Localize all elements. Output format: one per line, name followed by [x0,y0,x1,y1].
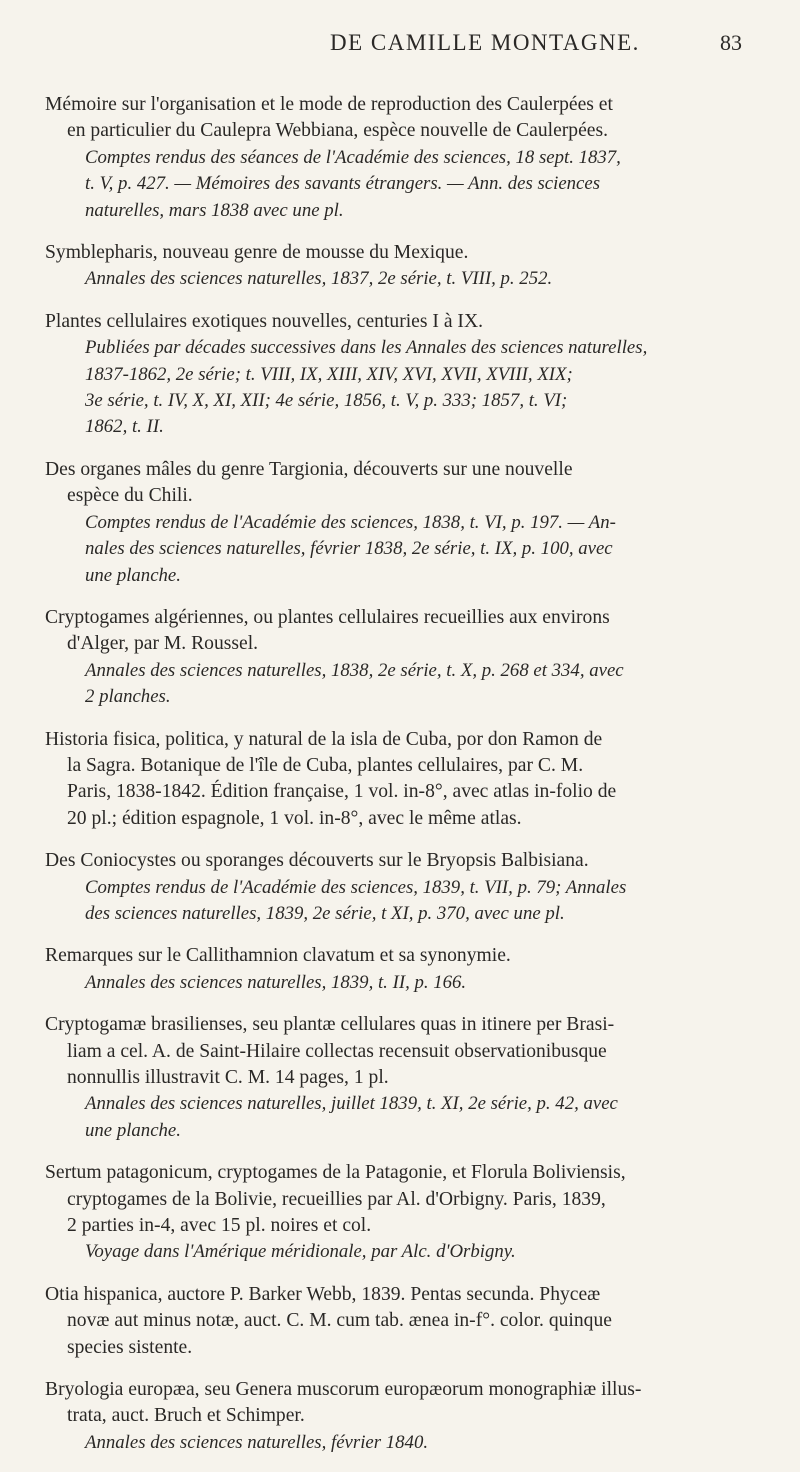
page-number: 83 [720,30,742,55]
entry-reference-line: t. V, p. 427. — Mémoires des savants étrangers. — Ann. des sciences [85,173,601,195]
entry-reference-line: Annales des sciences naturelles, 1839, t. II, p. 166. [85,971,467,993]
entry-title-line: Sertum patagonicum, cryptogames de la Patagonie, et Florula Boliviensis, [45,1162,626,1184]
entry-reference-line: 1837-1862, 2e série; t. VIII, IX, XIII, XIV, XVI, XVII, XVIII, XIX; [85,363,573,385]
entry-title-line: Historia fisica, politica, y natural de la isla de Cuba, por don Ramon de [45,728,603,750]
entry-title-line: Paris, 1838-1842. Édition française, 1 vol. in-8°, avec atlas in-folio de [67,781,617,803]
bibliography-entry [45,727,760,833]
entry-title-line: cryptogames de la Bolivie, recueillies par Al. d'Orbigny. Paris, 1839, [67,1188,606,1210]
entry-reference-line: Comptes rendus de l'Académie des sciences, 1839, t. VII, p. 79; Annales [85,876,627,898]
bibliography-entry [45,240,760,293]
entry-reference-line: Voyage dans l'Amérique méridionale, par Alc. d'Orbigny. [85,1241,516,1263]
entry-title-line: Remarques sur le Callithamnion clavatum et sa synonymie. [45,945,511,967]
entry-reference-line: Comptes rendus des séances de l'Académie des sciences, 18 sept. 1837, [85,146,621,168]
bibliography-entry [45,1282,760,1361]
entry-reference-line: Publiées par décades successives dans les Annales des sciences naturelles, [85,337,648,359]
entry-reference-line: une planche. [85,1119,181,1141]
entry-title-line: Bryologia europæa, seu Genera muscorum europæorum monographiæ illus- [45,1379,642,1401]
bibliography-entry [45,92,760,224]
entry-reference-line: une planche. [85,564,181,586]
bibliography-entry [45,605,760,711]
entry-title-line: d'Alger, par M. Roussel. [67,633,259,655]
entry-reference-line: Annales des sciences naturelles, 1837, 2e série, t. VIII, p. 252. [85,268,553,290]
entry-title-line: nonnullis illustravit C. M. 14 pages, 1 pl. [67,1067,389,1088]
entry-title-line: trata, auct. Bruch et Schimper. [67,1405,305,1427]
bibliography-entry [45,848,760,927]
entry-reference-line: Annales des sciences naturelles, juillet 1839, t. XI, 2e série, p. 42, avec [85,1093,618,1115]
entry-reference-line: Annales des sciences naturelles, février 1840. [85,1431,429,1453]
bibliography-entry [45,1377,760,1456]
entry-title-line: novæ aut minus notæ, auct. C. M. cum tab. ænea in-f°. color. quinque [67,1310,612,1332]
bibliography-entry [45,1160,760,1266]
running-title: DE CAMILLE MONTAGNE. [330,30,640,55]
entry-reference-line: Annales des sciences naturelles, 1838, 2e série, t. X, p. 268 et 334, avec [85,659,624,681]
entry-title-line: 2 parties in-4, avec 15 pl. noires et col. [67,1215,372,1237]
entry-reference-line: Comptes rendus de l'Académie des sciences, 1838, t. VI, p. 197. — An- [85,511,616,533]
bibliography-entry [45,1012,760,1144]
bibliography-entry [45,943,760,996]
entry-title-line: en particulier du Caulepra Webbiana, espèce nouvelle de Caulerpées. [67,120,609,142]
bibliography-entry [45,309,760,441]
entry-title-line: Des Coniocystes ou sporanges découverts sur le Bryopsis Balbisiana. [45,850,589,872]
entry-reference-line: des sciences naturelles, 1839, 2e série, t XI, p. 370, avec une pl. [85,902,565,924]
entry-title-line: Symblepharis, nouveau genre de mousse du Mexique. [45,242,469,264]
entry-title-line: espèce du Chili. [67,485,193,507]
running-head [0,22,800,62]
entry-title-line: liam a cel. A. de Saint-Hilaire collectas recensuit observationibusque [67,1040,607,1062]
bibliography-list [45,92,760,1472]
entry-reference-line: 3e série, t. IV, X, XI, XII; 4e série, 1856, t. V, p. 333; 1857, t. VI; [85,390,568,412]
entry-title-line: species sistente. [67,1336,193,1358]
entry-title-line: Cryptogames algériennes, ou plantes cellulaires recueillies aux environs [45,606,610,628]
entry-title-line: 20 pl.; édition espagnole, 1 vol. in-8°, avec le même atlas. [67,807,522,829]
bibliography-entry [45,457,760,589]
entry-title-line: Cryptogamæ brasilienses, seu plantæ cellulares quas in itinere per Brasi- [45,1014,615,1036]
entry-title-line: Plantes cellulaires exotiques nouvelles, centuries I à IX. [45,310,483,332]
entry-reference-line: 1862, t. II. [85,416,164,438]
entry-title-line: la Sagra. Botanique de l'île de Cuba, plantes cellulaires, par C. M. [67,754,584,776]
entry-title-line: Otia hispanica, auctore P. Barker Webb, 1839. Pentas secunda. Phyceæ [45,1283,601,1305]
entry-title-line: Mémoire sur l'organisation et le mode de reproduction des Caulerpées et [45,94,613,115]
entry-reference-line: nales des sciences naturelles, février 1838, 2e série, t. IX, p. 100, avec [85,538,613,560]
entry-reference-line: naturelles, mars 1838 avec une pl. [85,199,344,221]
entry-reference-line: 2 planches. [85,686,171,708]
entry-title-line: Des organes mâles du genre Targionia, découverts sur une nouvelle [45,458,573,480]
